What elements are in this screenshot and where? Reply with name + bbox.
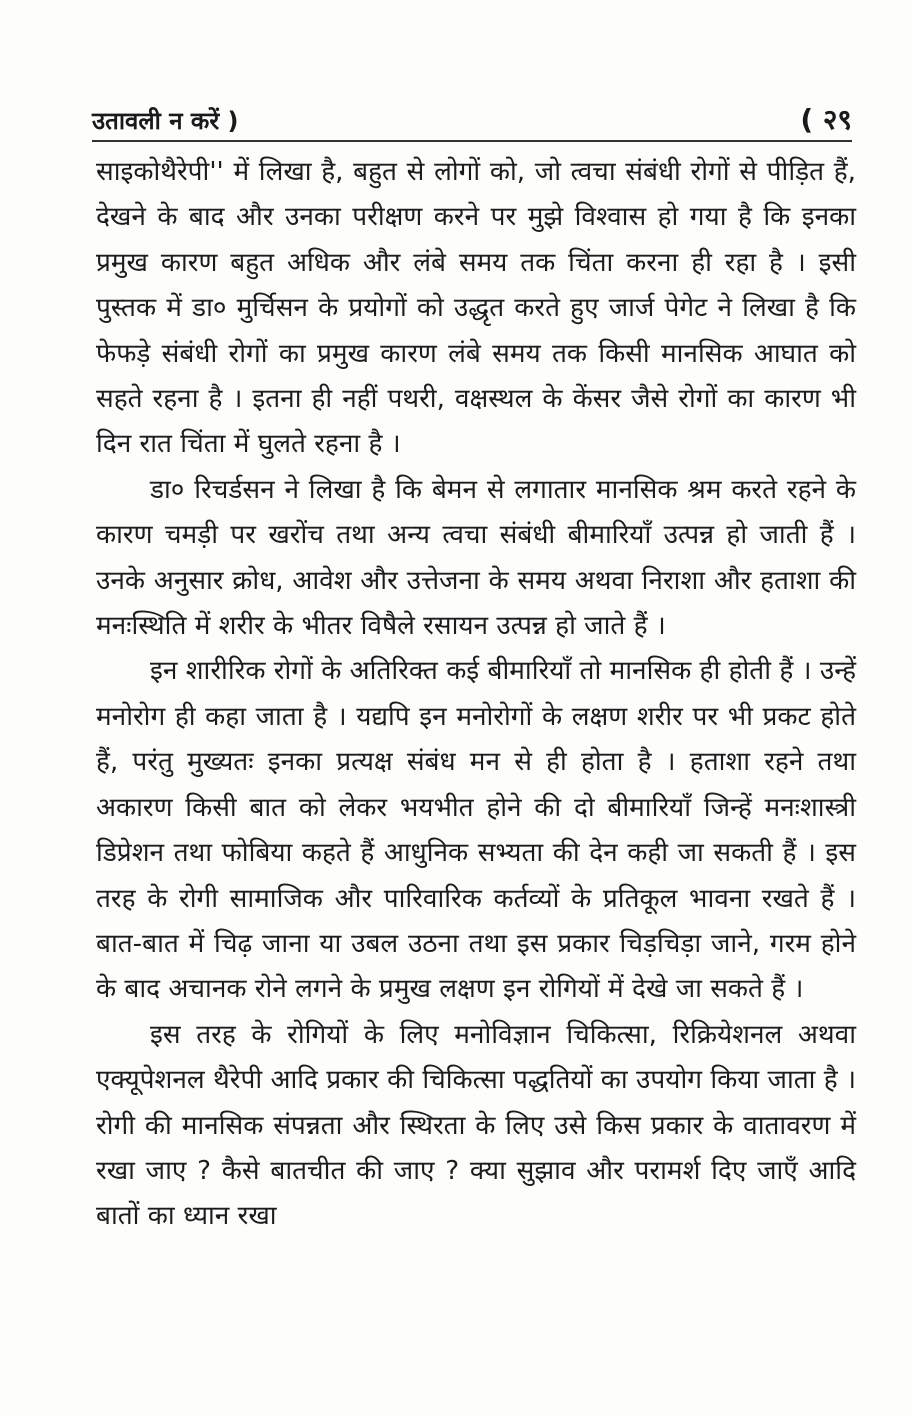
page-header xyxy=(92,100,852,140)
page-number: ( २९ xyxy=(800,103,852,136)
body-text xyxy=(96,150,856,1240)
paragraph-2: डा० रिचर्डसन ने लिखा है कि बेमन से लगातार मानसिक श्रम करते रहने के कारण चमड़ी पर खरोंच तथा अन्य त्वचा संबंधी बीमारियाँ उत्पन्न हो जाती हैं । उनके अनुसार क्रोध, आवेश और उत्तेजना के समय अथवा निराशा और हताशा की मनःस्थिति में शरीर के भीतर विषैले रसायन उत्पन्न हो जाते हैं । xyxy=(96,474,856,642)
running-title: उतावली न करें ) xyxy=(92,107,239,135)
paragraph-1: साइकोथैरेपी'' में लिखा है, बहुत से लोगों को, जो त्वचा संबंधी रोगों से पीड़ित हैं, देखने के बाद और उनका परीक्षण करने पर मुझे विश्वास हो गया है कि इनका प्रमुख कारण बहुत अधिक और लंबे समय तक चिंता करना ही रहा है । इसी पुस्तक में डा० मुर्चिसन के प्रयोगों को उद्धृत करते हुए जार्ज पेगेट ने लिखा है कि फेफड़े संबंधी रोगों का प्रमुख कारण लंबे समय तक किसी मानसिक आघात को सहते रहना है । इतना ही नहीं पथरी, वक्षस्थल के केंसर जैसे रोगों का कारण भी दिन रात चिंता में घुलते रहना है । xyxy=(96,157,857,460)
paragraph-3: इन शारीरिक रोगों के अतिरिक्त कई बीमारियाँ तो मानसिक ही होती हैं । उन्हें मनोरोग ही कहा जाता है । यद्यपि इन मनोरोगों के लक्षण शरीर पर भी प्रकट होते हैं, परंतु मुख्यतः इनका प्रत्यक्ष संबंध मन से ही होता है । हताशा रहने तथा अकारण किसी बात को लेकर भयभीत होने की दो बीमारियाँ जिन्हें मनःशास्त्री डिप्रेशन तथा फोबिया कहते हैं आधुनिक सभ्यता की देन कही जा सकती हैं । इस तरह के रोगी सामाजिक और पारिवारिक कर्तव्यों के प्रतिकूल भावना रखते हैं । बात-बात में चिढ़ जाना या उबल उठना तथा इस प्रकार चिड़चिड़ा जाने, गरम होने के बाद अचानक रोने लगने के प्रमुख लक्षण इन रोगियों में देखे जा सकते हैं । xyxy=(96,656,856,1005)
header-rule xyxy=(92,140,852,142)
paragraph-4: इस तरह के रोगियों के लिए मनोविज्ञान चिकित्सा, रिक्रियेशनल अथवा एक्यूपेशनल थैरेपी आदि प्रकार की चिकित्सा पद्धतियों का उपयोग किया जाता है । रोगी की मानसिक संपन्नता और स्थिरता के लिए उसे किस प्रकार के वातावरण में रखा जाए ? कैसे बातचीत की जाए ? क्या सुझाव और परामर्श दिए जाएँ आदि बातों का ध्यान रखा xyxy=(96,1019,856,1232)
